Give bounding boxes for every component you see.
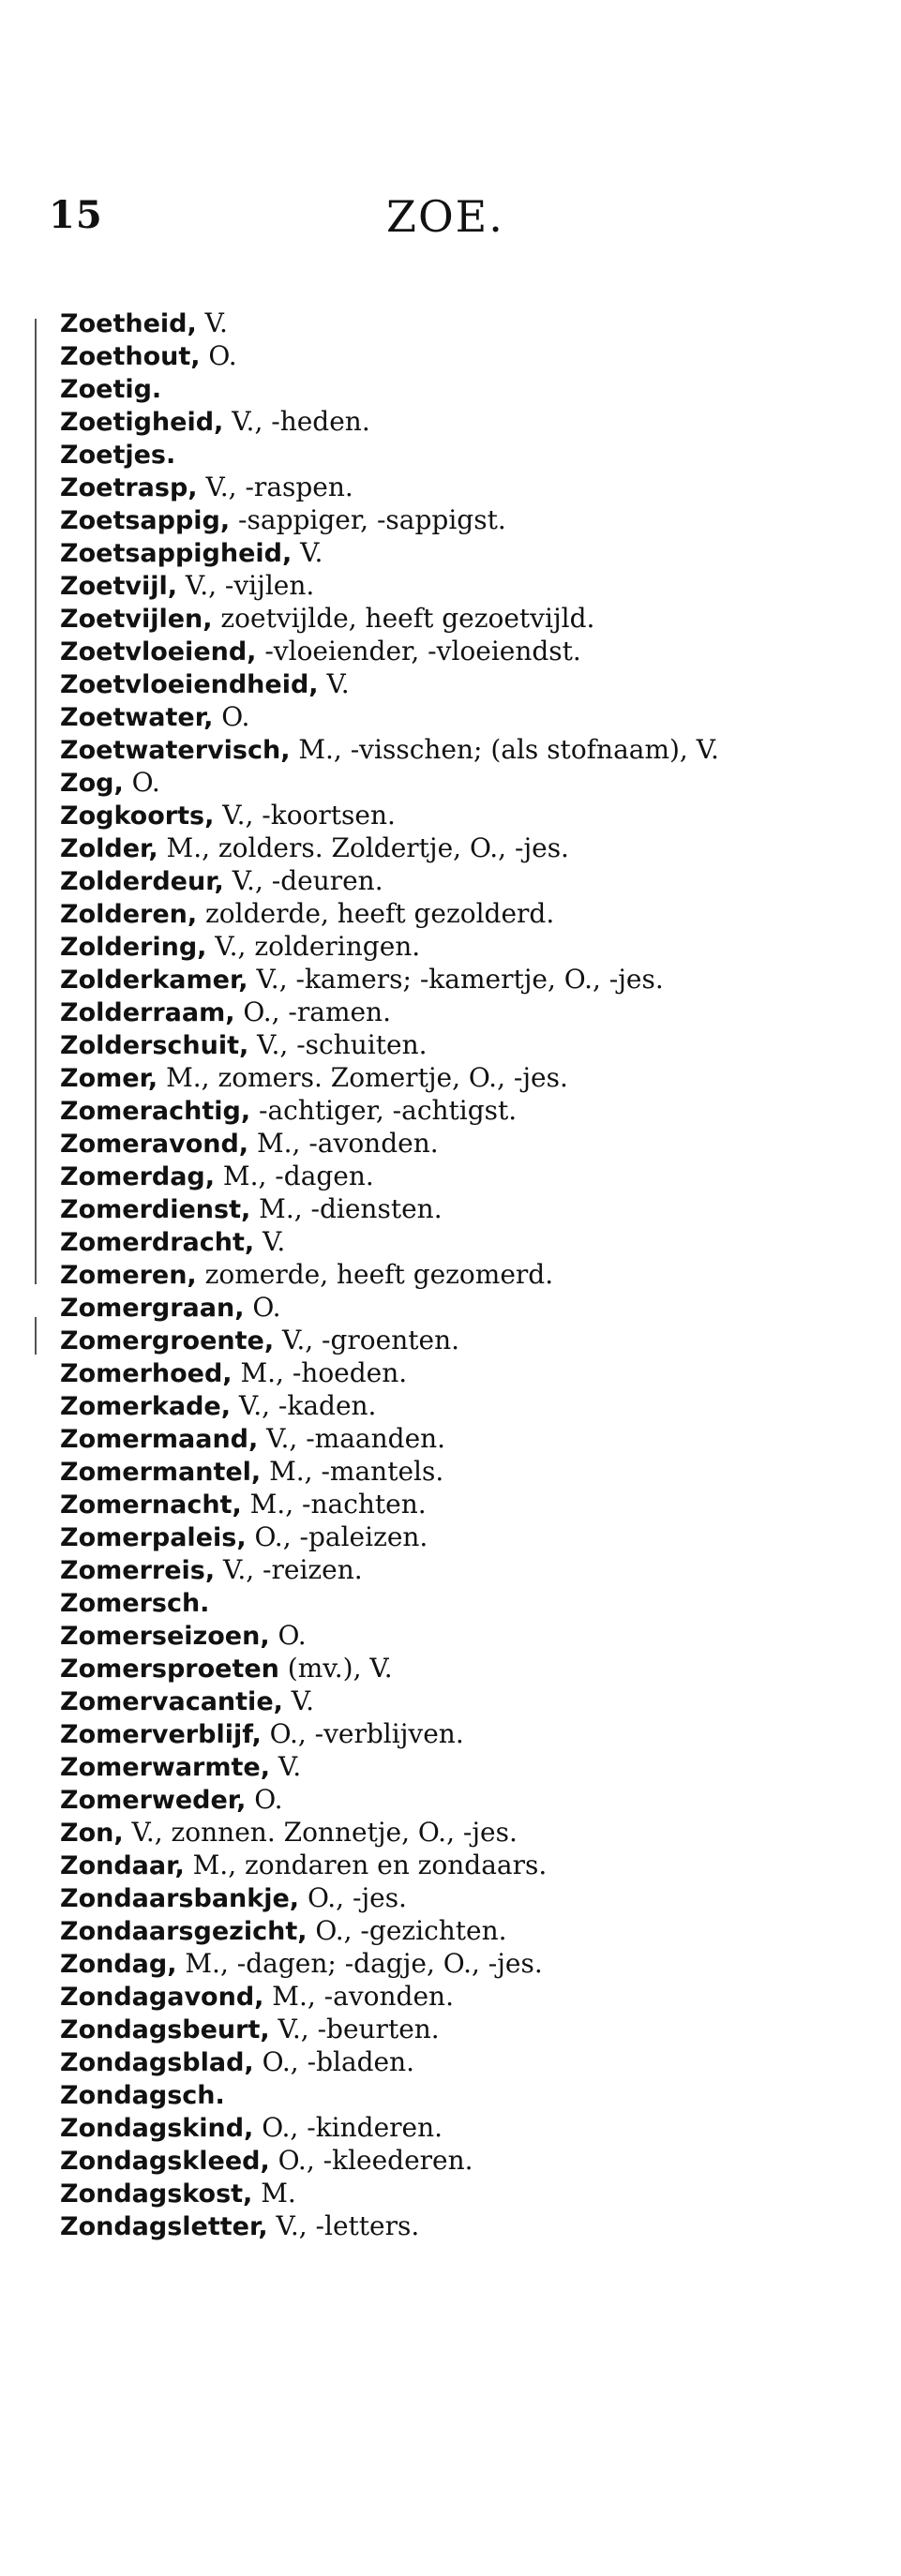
entry-headword: Zomeravond, [60, 1130, 249, 1159]
entry-headword: Zomerverblijf, [60, 1720, 262, 1749]
dictionary-entry [60, 800, 735, 832]
entry-headword: Zondagavond, [60, 1983, 264, 2012]
entry-definition: M., zondaren en zondaars. [184, 1850, 548, 1880]
entry-definition: O., -gezichten. [307, 1915, 507, 1946]
dictionary-entry [60, 1292, 735, 1325]
entry-headword: Zoetjes. [60, 441, 176, 470]
entry-definition: M., -hoeden. [232, 1357, 408, 1388]
dictionary-entry [60, 1521, 735, 1554]
entry-definition: V. [318, 668, 350, 699]
entry-headword: Zoetwater, [60, 703, 214, 732]
entry-definition: M., -visschen; (als stofnaam), V. [290, 734, 719, 765]
entry-definition: M., -dagen. [215, 1161, 374, 1191]
entry-definition: V. [292, 537, 323, 568]
dictionary-entry [60, 1193, 735, 1226]
entry-definition: V., -kaden. [230, 1390, 377, 1421]
entry-headword: Zoetvijlen, [60, 605, 213, 634]
dictionary-entry [60, 1456, 735, 1489]
dictionary-entry [60, 439, 735, 472]
dictionary-entry [60, 1128, 735, 1161]
margin-rule [35, 319, 37, 1284]
dictionary-entry [60, 1817, 735, 1850]
dictionary-entry [60, 570, 735, 603]
dictionary-entry [60, 734, 735, 767]
dictionary-entry [60, 1390, 735, 1423]
entry-definition: -vloeiender, -vloeiendst. [256, 636, 581, 666]
entry-definition: O., -kleederen. [269, 2145, 473, 2176]
entry-headword: Zomerkade, [60, 1392, 231, 1421]
entry-definition: -achtiger, -achtigst. [250, 1095, 518, 1126]
entry-headword: Zoethout, [60, 342, 201, 371]
page-number: 15 [49, 193, 103, 237]
dictionary-entry [60, 1029, 735, 1062]
dictionary-entry [60, 2046, 735, 2079]
dictionary-entry [60, 1685, 735, 1718]
entry-headword: Zoetigheid, [60, 408, 224, 437]
dictionary-entry [60, 1882, 735, 1915]
entry-headword: Zomer, [60, 1064, 158, 1093]
dictionary-entry [60, 1259, 735, 1292]
dictionary-entry [60, 1423, 735, 1456]
entry-definition: O. [269, 1620, 307, 1651]
dictionary-entry [60, 603, 735, 636]
entry-definition: O. [213, 701, 250, 732]
dictionary-entry [60, 931, 735, 964]
dictionary-entry [60, 472, 735, 504]
entry-definition: V., -schuiten. [248, 1029, 428, 1060]
entry-headword: Zondagskleed, [60, 2147, 270, 2176]
entry-headword: Zomernacht, [60, 1490, 242, 1520]
entry-definition: V. [282, 1685, 315, 1716]
entry-headword: Zomerachtig, [60, 1097, 251, 1126]
dictionary-entry [60, 1357, 735, 1390]
entry-headword: Zon, [60, 1819, 124, 1848]
entry-headword: Zoetwatervisch, [60, 736, 291, 765]
entry-headword: Zomerdienst, [60, 1195, 251, 1224]
dictionary-entry [60, 1620, 735, 1653]
entry-definition: V. [269, 1751, 302, 1782]
entry-definition: V., -vijlen. [176, 570, 315, 601]
entry-definition: zolderde, heeft gezolderd. [197, 898, 555, 929]
entry-definition: O. [200, 340, 237, 371]
entry-headword: Zomerhoed, [60, 1359, 233, 1388]
entry-headword: Zolderschuit, [60, 1031, 249, 1060]
dictionary-entry [60, 701, 735, 734]
entry-headword: Zolderen, [60, 900, 198, 929]
dictionary-entry [60, 898, 735, 931]
entry-definition: O., -bladen. [253, 2046, 415, 2077]
entry-headword: Zondagskost, [60, 2179, 253, 2209]
dictionary-entry [60, 2112, 735, 2145]
entry-headword: Zomerreis, [60, 1556, 216, 1585]
dictionary-entry [60, 1751, 735, 1784]
dictionary-entry [60, 340, 735, 373]
entry-headword: Zondagsletter, [60, 2212, 268, 2241]
dictionary-entry [60, 1718, 735, 1751]
entry-headword: Zoetvijl, [60, 572, 177, 601]
entry-definition: M. [252, 2178, 296, 2209]
entry-headword: Zomermaand, [60, 1425, 259, 1454]
entry-headword: Zondagsbeurt, [60, 2015, 270, 2044]
entry-headword: Zondaar, [60, 1851, 185, 1880]
entry-definition: V., -maanden. [258, 1423, 446, 1454]
dictionary-entry [60, 668, 735, 701]
entry-headword: Zondaarsbankje, [60, 1884, 300, 1913]
entry-headword: Zondag, [60, 1950, 177, 1979]
entry-definition: O. [123, 767, 160, 798]
entry-definition: M., -dagen; -dagje, O., -jes. [176, 1948, 543, 1979]
entry-headword: Zoetrasp, [60, 473, 198, 502]
entry-definition: O., -verblijven. [261, 1718, 464, 1749]
entry-headword: Zomersch. [60, 1589, 210, 1618]
dictionary-entry [60, 1062, 735, 1095]
dictionary-entry [60, 996, 735, 1029]
entry-definition: M., zolders. Zoldertje, O., -jes. [158, 832, 569, 863]
dictionary-entry [60, 307, 735, 340]
dictionary-entry [60, 767, 735, 800]
entry-definition: V., -kamers; -kamertje, O., -jes. [248, 964, 664, 995]
dictionary-entry-list [60, 307, 735, 2243]
dictionary-entry [60, 1948, 735, 1981]
dictionary-entry [60, 406, 735, 439]
entry-headword: Zomergraan, [60, 1294, 245, 1323]
entry-headword: Zomerdag, [60, 1162, 216, 1191]
entry-headword: Zoetheid, [60, 309, 197, 338]
entry-headword: Zondagsch. [60, 2081, 225, 2110]
dictionary-entry [60, 537, 735, 570]
entry-definition: V., -letters. [267, 2210, 420, 2241]
dictionary-entry [60, 504, 735, 537]
entry-definition: M., -avonden. [248, 1128, 439, 1159]
dictionary-entry [60, 964, 735, 996]
entry-definition: V., -koortsen. [214, 800, 396, 831]
entry-definition: V., zolderingen. [206, 931, 421, 962]
entry-definition: M., -mantels. [261, 1456, 444, 1487]
entry-headword: Zomeren, [60, 1261, 197, 1290]
entry-headword: Zomermantel, [60, 1458, 262, 1487]
entry-definition: V. [196, 307, 228, 338]
entry-headword: Zoetvloeiendheid, [60, 670, 319, 699]
entry-definition: (mv.), V. [278, 1653, 393, 1684]
dictionary-entry [60, 1554, 735, 1587]
entry-headword: Zomerweder, [60, 1786, 247, 1815]
dictionary-entry [60, 2014, 735, 2046]
entry-headword: Zolder, [60, 834, 158, 863]
entry-definition: O., -jes. [299, 1882, 407, 1913]
entry-headword: Zomerwarmte, [60, 1753, 270, 1782]
entry-definition: -sappiger, -sappigst. [230, 504, 506, 535]
entry-headword: Zondagskind, [60, 2114, 254, 2143]
entry-definition: V. [254, 1226, 286, 1257]
dictionary-entry [60, 373, 735, 406]
entry-definition: V., -groenten. [274, 1325, 460, 1355]
dictionary-entry [60, 1489, 735, 1521]
entry-definition: M., zomers. Zomertje, O., -jes. [158, 1062, 568, 1093]
dictionary-entry [60, 2210, 735, 2243]
dictionary-entry [60, 1653, 735, 1685]
entry-definition: O., -paleizen. [246, 1521, 428, 1552]
entry-headword: Zomerdracht, [60, 1228, 255, 1257]
entry-headword: Zoetsappigheid, [60, 539, 293, 568]
entry-headword: Zomersproeten [60, 1655, 279, 1684]
dictionary-entry [60, 1095, 735, 1128]
entry-headword: Zolderdeur, [60, 867, 224, 896]
entry-headword: Zoetvloeiend, [60, 637, 257, 666]
dictionary-entry [60, 1981, 735, 2014]
margin-rule-lower [35, 1317, 37, 1355]
entry-definition: V., -heden. [223, 406, 370, 437]
entry-headword: Zondagsblad, [60, 2048, 254, 2077]
entry-definition: V., -beurten. [269, 2014, 440, 2044]
entry-headword: Zomergroente, [60, 1326, 275, 1355]
dictionary-entry [60, 2178, 735, 2210]
entry-headword: Zolderraam, [60, 998, 235, 1027]
dictionary-entry [60, 1587, 735, 1620]
entry-definition: V., -deuren. [223, 865, 383, 896]
entry-headword: Zoetsappig, [60, 506, 231, 535]
dictionary-entry [60, 1784, 735, 1817]
entry-definition: zomerde, heeft gezomerd. [196, 1259, 554, 1290]
entry-headword: Zomervacantie, [60, 1687, 283, 1716]
dictionary-entry [60, 832, 735, 865]
entry-headword: Zondaarsgezicht, [60, 1917, 308, 1946]
entry-definition: V., zonnen. Zonnetje, O., -jes. [123, 1817, 518, 1848]
entry-definition: V., -reizen. [215, 1554, 363, 1585]
entry-headword: Zomerpaleis, [60, 1523, 247, 1552]
entry-definition: O. [244, 1292, 281, 1323]
dictionary-entry [60, 2145, 735, 2178]
entry-headword: Zoetig. [60, 375, 162, 404]
dictionary-entry [60, 1915, 735, 1948]
entry-definition: M., -avonden. [263, 1981, 454, 2012]
dictionary-entry [60, 1226, 735, 1259]
entry-definition: V., -raspen. [197, 472, 353, 502]
entry-headword: Zolderkamer, [60, 966, 248, 995]
dictionary-entry [60, 1161, 735, 1193]
entry-headword: Zomerseizoen, [60, 1622, 270, 1651]
dictionary-entry [60, 865, 735, 898]
dictionary-entry [60, 1325, 735, 1357]
entry-definition: M., -nachten. [241, 1489, 427, 1520]
entry-definition: O., -ramen. [234, 996, 391, 1027]
dictionary-entry [60, 2079, 735, 2112]
dictionary-entry [60, 1850, 735, 1882]
entry-definition: O., -kinderen. [253, 2112, 443, 2143]
entry-headword: Zoldering, [60, 933, 207, 962]
entry-definition: zoetvijlde, heeft gezoetvijld. [212, 603, 595, 634]
entry-definition: M., -diensten. [250, 1193, 443, 1224]
entry-headword: Zog, [60, 769, 124, 798]
entry-headword: Zogkoorts, [60, 801, 215, 831]
entry-definition: O. [246, 1784, 283, 1815]
dictionary-entry [60, 636, 735, 668]
running-head: ZOE. [386, 191, 504, 242]
